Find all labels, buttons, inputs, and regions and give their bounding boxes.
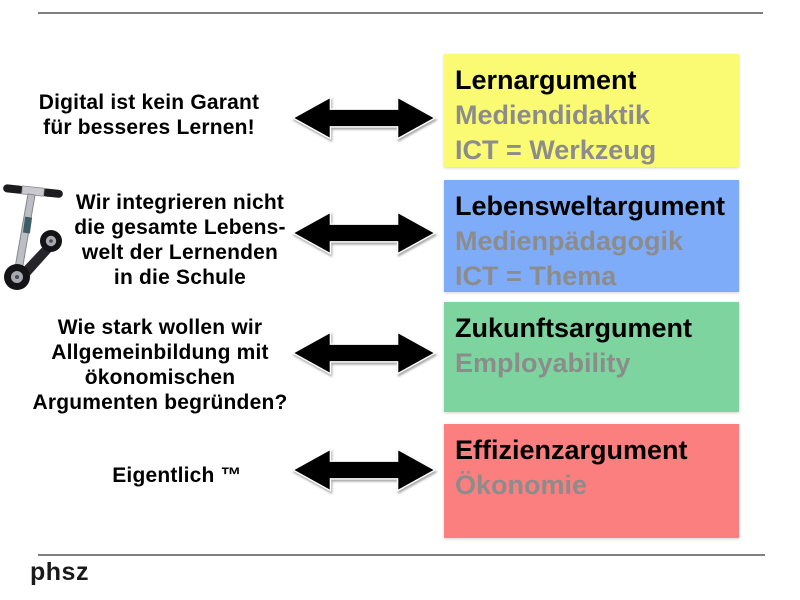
box-subtitle: Ökonomie xyxy=(455,470,588,500)
note-efficiency-argument xyxy=(62,463,292,488)
double-arrow-icon xyxy=(290,207,438,259)
double-arrow-icon xyxy=(290,92,438,144)
note-line: für besseres Lernen! xyxy=(43,116,255,139)
box-subtitle: Medienpädagogik xyxy=(455,226,684,256)
box-subtitle: Mediendidaktik xyxy=(455,100,651,130)
note-line: Wir integrieren nicht xyxy=(75,191,285,214)
note-line: ökonomischen xyxy=(84,366,236,389)
box-title: Effizienzargument xyxy=(455,435,688,465)
note-line: in die Schule xyxy=(113,266,247,289)
box-zukunftsargument xyxy=(444,302,739,412)
note-line: Eigentlich ™ xyxy=(112,464,242,487)
box-title: Lebensweltargument xyxy=(455,191,726,221)
box-title: Zukunftsargument xyxy=(455,313,693,343)
note-line: Argumenten begründen? xyxy=(32,391,288,414)
note-learning-argument xyxy=(8,90,290,140)
kick-scooter-image xyxy=(2,177,66,297)
note-line: Wie stark wollen wir xyxy=(57,316,263,339)
bottom-divider-line xyxy=(38,554,765,556)
double-arrow-icon xyxy=(290,327,438,379)
note-future-argument xyxy=(19,315,301,415)
kick-scooter-icon xyxy=(2,177,66,297)
box-title: Lernargument xyxy=(455,65,637,95)
box-lebensweltargument xyxy=(444,180,739,292)
box-subtitle: ICT = Thema xyxy=(455,261,617,291)
note-line: Digital ist kein Garant xyxy=(38,91,260,114)
box-subtitle: Employability xyxy=(455,348,631,378)
phsz-logo: phsz xyxy=(30,558,89,586)
box-lernargument xyxy=(444,54,739,167)
box-effizienzargument xyxy=(444,424,739,538)
note-line: Allgemeinbildung mit xyxy=(51,341,269,364)
note-line: die gesamte Lebens- xyxy=(74,216,286,239)
note-line: welt der Lernenden xyxy=(81,241,279,264)
top-divider-line xyxy=(38,12,763,14)
box-subtitle: ICT = Werkzeug xyxy=(455,135,657,165)
note-lifeworld-argument xyxy=(65,190,295,290)
double-arrow-icon xyxy=(290,444,438,496)
